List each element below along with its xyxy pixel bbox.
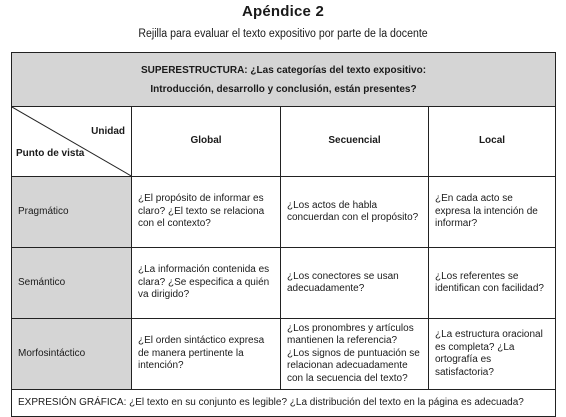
cell-semantico-global: ¿La información contenida es clara? ¿Se especifica a quién va dirigido? — [132, 248, 281, 319]
column-header-local: Local — [429, 107, 556, 177]
cell-morfosintactico-secuencial: ¿Los pronombres y artículos mantienen la referencia? ¿Los signos de puntuación se relacionan adecuadamente con la secuencia del texto? — [281, 319, 429, 390]
cell-morfosintactico-global: ¿El orden sintáctico expresa de manera pertinente la intención? — [132, 319, 281, 390]
cell-semantico-local: ¿Los referentes se identifican con facilidad? — [429, 248, 556, 319]
superstructure-line-2: Introducción, desarrollo y conclusión, están presentes? — [150, 83, 417, 95]
cell-pragmatico-global: ¿El propósito de informar es claro? ¿El texto se relaciona con el contexto? — [132, 177, 281, 248]
superstructure-line-1: SUPERESTRUCTURA: ¿Las categorías del texto expositivo: — [140, 64, 427, 76]
table-row — [12, 319, 556, 390]
table-row — [12, 177, 556, 248]
cell-morfosintactico-local: ¿La estructura oracional es completa? ¿La ortografía es satisfactoria? — [429, 319, 556, 390]
table-row — [12, 248, 556, 319]
superstructure-row — [12, 53, 556, 107]
row-label-semantico: Semántico — [12, 248, 132, 319]
corner-label-punto-de-vista: Punto de vista — [16, 147, 85, 159]
column-header-secuencial: Secuencial — [281, 107, 429, 177]
diagonal-divider — [12, 107, 132, 177]
footer-row — [12, 390, 556, 417]
column-header-global: Global — [132, 107, 281, 177]
appendix-subtitle: Rejilla para evaluar el texto expositivo por parte de la docente — [138, 28, 428, 40]
evaluation-grid — [11, 52, 556, 417]
cell-pragmatico-local: ¿En cada acto se expresa la intención de informar? — [429, 177, 556, 248]
footer-text: EXPRESIÓN GRÁFICA: ¿El texto en su conjunto es legible? ¿La distribución del texto en la página es adecuada? — [18, 396, 524, 408]
row-label-morfosintactico: Morfosintáctico — [12, 319, 132, 390]
corner-label-unidad: Unidad — [91, 126, 125, 137]
cell-semantico-secuencial: ¿Los conectores se usan adecuadamente? — [281, 248, 429, 319]
cell-pragmatico-secuencial: ¿Los actos de habla concuerdan con el propósito? — [281, 177, 429, 248]
header-corner-cell — [12, 107, 132, 177]
appendix-title: Apéndice 2 — [241, 3, 325, 20]
row-label-pragmatico: Pragmático — [12, 177, 132, 248]
